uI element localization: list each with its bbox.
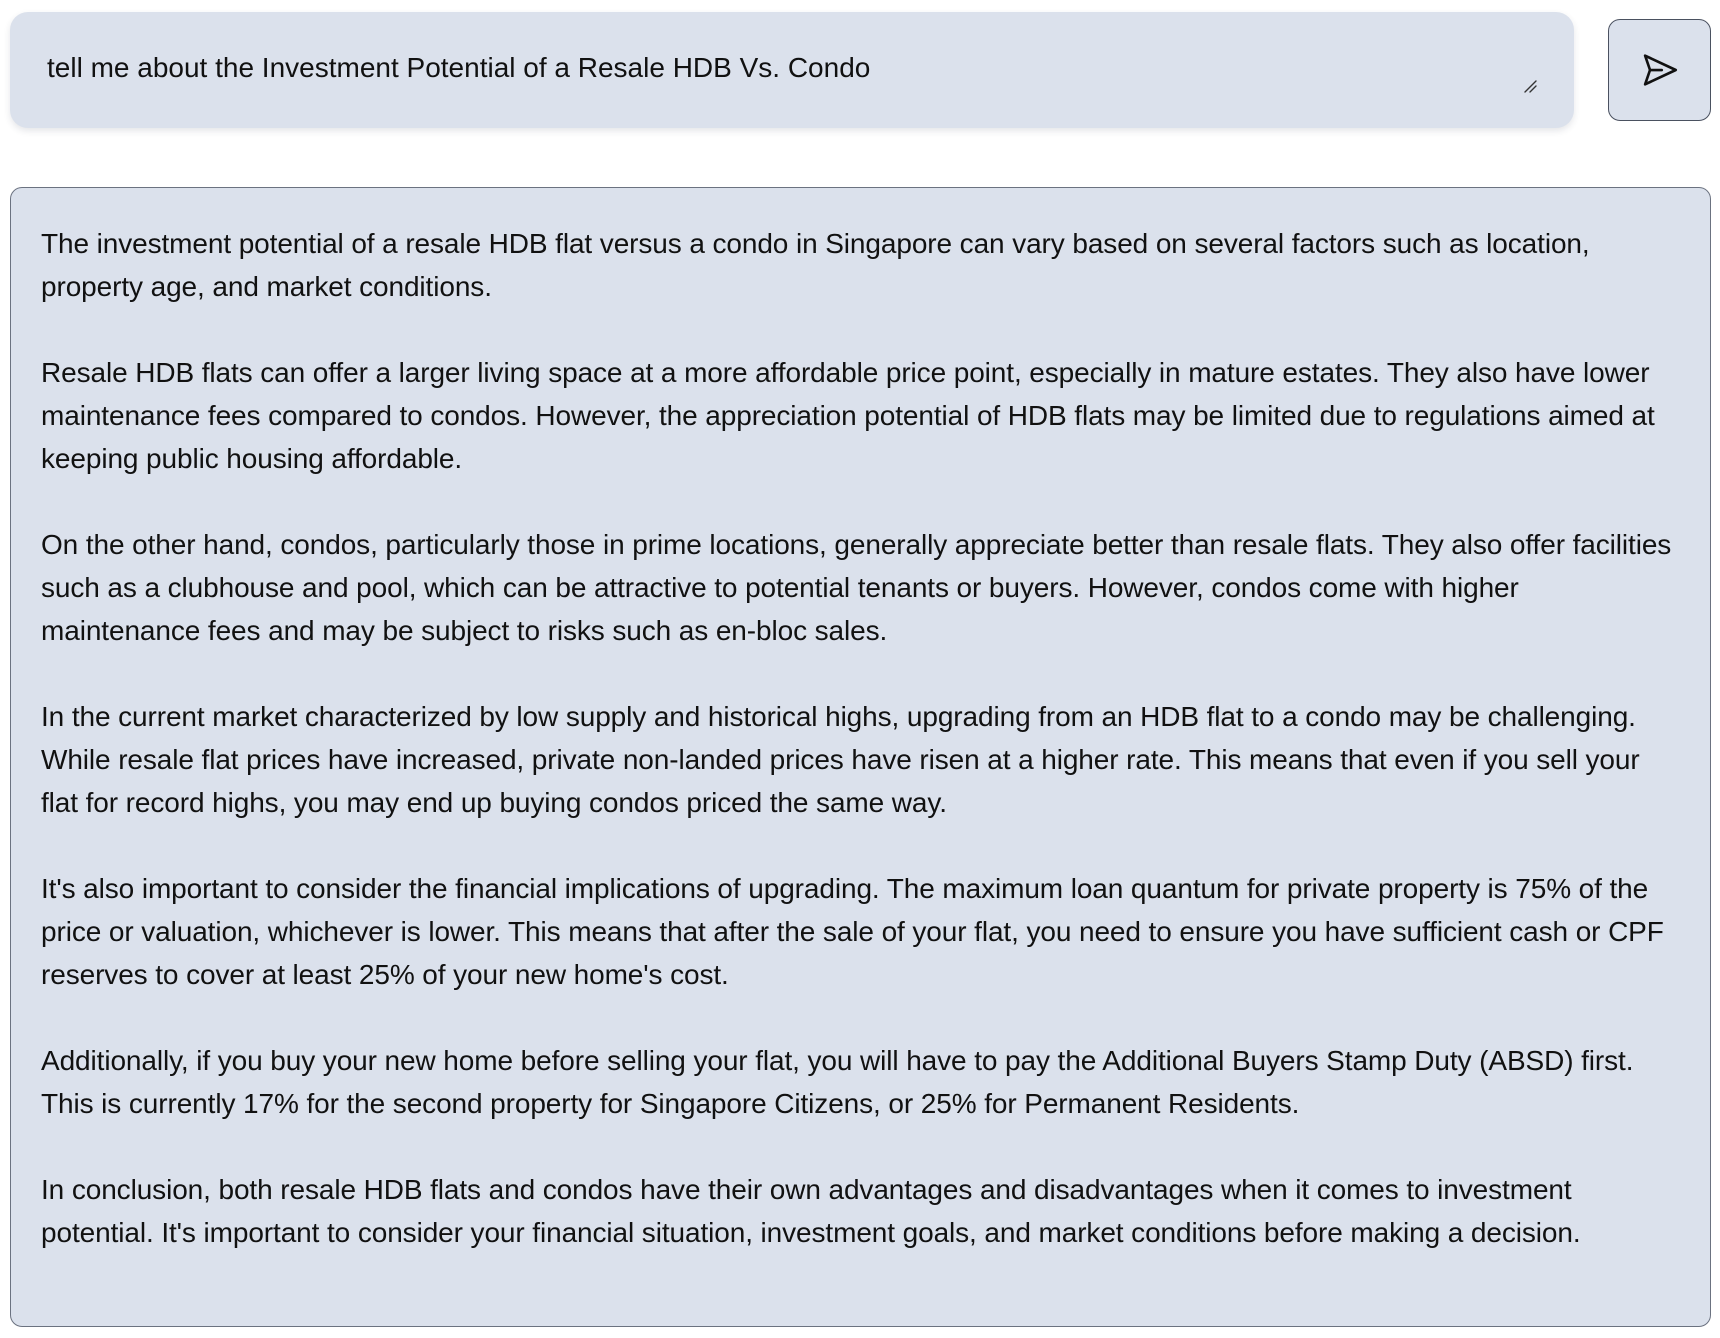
send-icon [1639, 49, 1681, 91]
query-box [10, 12, 1574, 128]
response-paragraph: In the current market characterized by low supply and historical highs, upgrading from an HDB flat to a condo may be challenging. While resale flat prices have increased, private non-landed prices have risen at a higher rate. This means that even if you sell your flat for record highs, you may end up buying condos priced the same way. [41, 701, 1640, 818]
resize-handle-icon[interactable] [1522, 78, 1538, 94]
send-button[interactable] [1608, 19, 1711, 121]
response-paragraph: Resale HDB flats can offer a larger living space at a more affordable price point, especially in mature estates. They also have lower maintenance fees compared to condos. However, the appreciation potential of HDB flats may be limited due to regulations aimed at keeping public housing affordable. [41, 357, 1655, 474]
query-input[interactable] [47, 50, 1487, 90]
response-paragraph: It's also important to consider the financial implications of upgrading. The maximum loan quantum for private property is 75% of the price or valuation, whichever is lower. This means that after the sale of your flat, you need to ensure you have sufficient cash or CPF reserves to cover at least 25% of your new home's cost. [41, 873, 1664, 990]
response-paragraph: On the other hand, condos, particularly those in prime locations, generally appreciate better than resale flats. They also offer facilities such as a clubhouse and pool, which can be attractive to potential tenants or buyers. However, condos come with higher maintenance fees and may be subject to risks such as en-bloc sales. [41, 529, 1672, 646]
response-paragraph: The investment potential of a resale HDB flat versus a condo in Singapore can vary based on several factors such as location, property age, and market conditions. [41, 228, 1590, 302]
response-paragraph: In conclusion, both resale HDB flats and condos have their own advantages and disadvantages when it comes to investment potential. It's important to consider your financial situation, investment goals, and market conditions before making a decision. [41, 1174, 1581, 1248]
response-panel [10, 187, 1711, 1327]
query-row [10, 12, 1710, 128]
response-paragraph: Additionally, if you buy your new home before selling your flat, you will have to pay the Additional Buyers Stamp Duty (ABSD) first. This is currently 17% for the second property for Singapore Citizens, or 25% for Permanent Residents. [41, 1045, 1634, 1119]
